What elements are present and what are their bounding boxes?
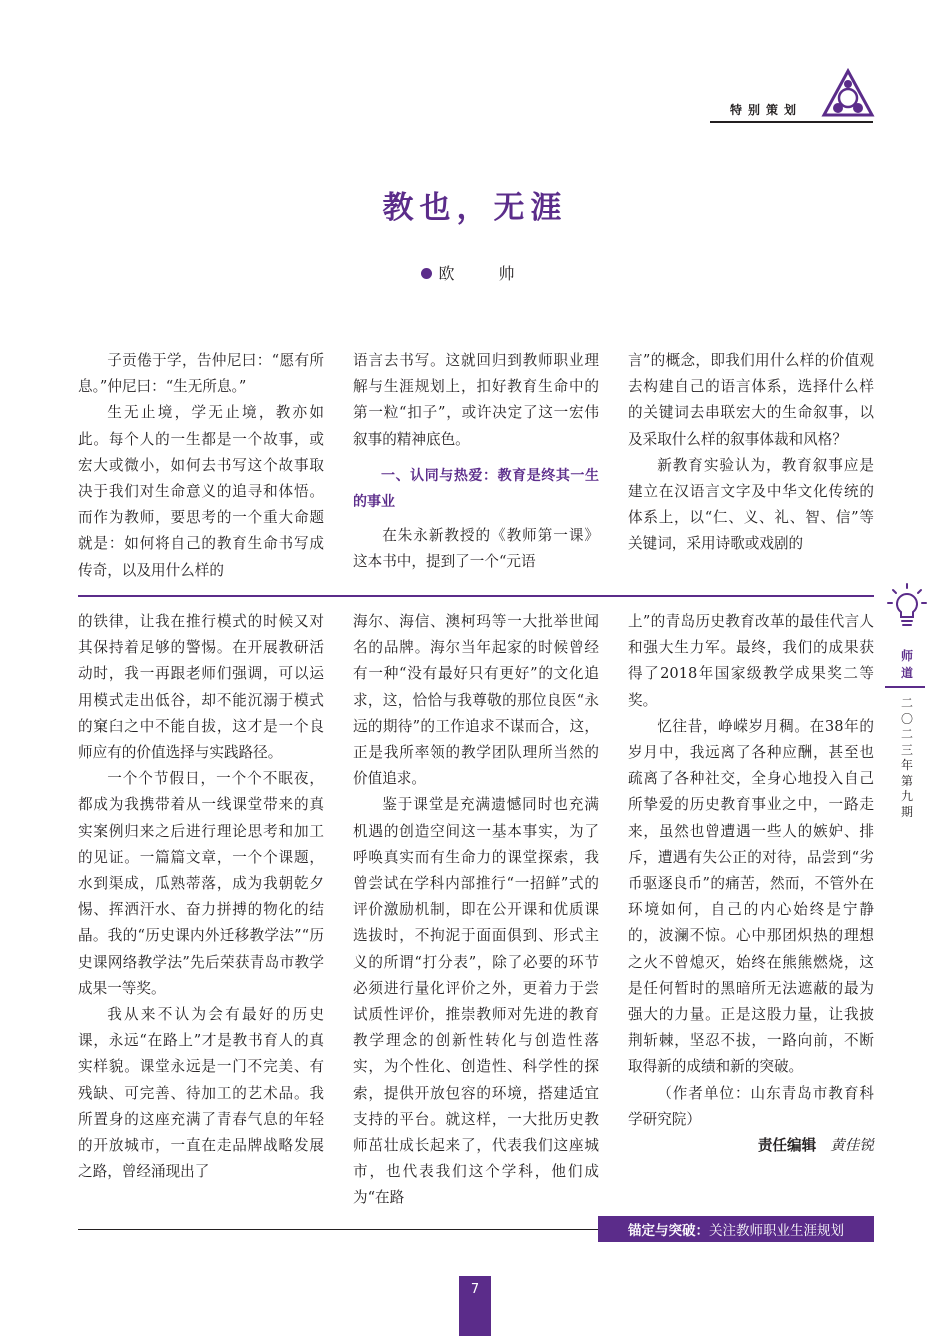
paragraph: 鉴于课堂是充满遗憾同时也充满机遇的创造空间这一基本事实，为了呼唤真实而有生命力的课堂探索，我曾尝试在学科内部推行“一招鲜”式的评价激励机制，即在公开课和优质课选拔时，不拘泥于面面俱到、形式主义的所谓“打分表”，除了必要的环节必须进行量化评价之外，更着力于尝试质性评价，推崇教师对先进的教育教学理念的创新性转化与创造性落实，为个性化、创造性、科学性的探索，提供开放包容的环境，搭建适宜支持的平台。就这样，一大批历史教师茁壮成长起来了，代表我们这座城市，也代表我们这个学科，他们成为“在路	[353, 796, 599, 1207]
paragraph: 子贡倦于学，告仲尼曰：“愿有所息。”仲尼曰：“生无所息。”	[78, 352, 324, 396]
sidebar-rule	[885, 686, 925, 688]
triangle-logo-icon	[822, 68, 874, 118]
author-name: 欧 帅	[438, 264, 529, 283]
paragraph: 我从来不认为会有最好的历史课，永远“在路上”才是教书育人的真实样貌。课堂永远是一门不完美、有残缺、可完善、待加工的艺术品。我所置身的这座充满了青春气息的年轻的开放城市，一直在走品牌战略发展之路，曾经涌现出了	[78, 1006, 324, 1181]
author-line	[0, 261, 950, 284]
bottom-column-3	[628, 609, 874, 1181]
paragraph: 言”的概念，即我们用什么样的价值观去构建自己的语言体系，选择什么样的关键词去串联宏大的生命叙事，以及采取什么样的叙事体裁和风格？	[628, 352, 874, 448]
top-column-3	[628, 348, 874, 583]
author-affiliation: （作者单位：山东青岛市教育科学研究院）	[628, 1084, 874, 1128]
editor-credit	[628, 1133, 874, 1159]
editor-label: 责任编辑	[757, 1137, 817, 1155]
paragraph: 的铁律，让我在推行模式的时候又对其保持着足够的警惕。在开展教研活动时，我一再跟老师们强调，可以运用模式走出低谷，却不能沉溺于模式的窠臼之中不能自拔，这才是一个良师应有的价值选择与实践路径。	[78, 613, 324, 762]
paragraph: 语言去书写。这就回归到教师职业理解与生涯规划上，扣好教育生命中的第一粒“扣子”，或许决定了这一宏伟叙事的精神底色。	[353, 352, 599, 448]
issue-label: 二〇二三年第九期	[900, 696, 913, 819]
lightbulb-icon	[887, 582, 927, 632]
footer-theme-main: 关注教师职业生涯规划	[709, 1223, 844, 1239]
page-number: 7	[459, 1276, 491, 1336]
editor-name: 黄佳锐	[830, 1137, 874, 1155]
paragraph: 新教育实验认为，教育叙事应是建立在汉语言文字及中华文化传统的体系上，以“仁、义、礼、智、信”等关键词，采用诗歌或戏剧的	[628, 456, 874, 553]
bullet-dot-icon	[421, 268, 432, 279]
bottom-column-2	[353, 609, 599, 1207]
paragraph: 上”的青岛历史教育改革的最佳代言人和强大生力军。最终，我们的成果获得了2018年国家级教学成果奖二等奖。	[628, 613, 874, 709]
paragraph: 忆往昔，峥嵘岁月稠。在38年的岁月中，我远离了各种应酬，甚至也疏离了各种社交，全身心地投入自己所挚爱的历史教育事业之中，一路走来，虽然也曾遭遇一些人的嫉妒、排斥，遭遇有失公正的对待，品尝到“劣币驱逐良币”的痛苦，然而，不管外在环境如何，自己的内心始终是宁静的，波澜不惊。心中那团炽热的理想之火不曾熄灭，始终在熊熊燃烧，这是任何暂时的黑暗所无法遮蔽的最为强大的力量。正是这股力量，让我披荆斩棘，坚忍不拔，一路向前，不断取得新的成绩和新的突破。	[628, 717, 874, 1076]
paragraph: 生无止境，学无止境，教亦如此。每个人的一生都是一个故事，或宏大或微小，如何去书写这个故事取决于我们对生命意义的追寻和体悟。而作为教师，要思考的一个重大命题就是：如何将自己的教育生命书写成传奇，以及用什么样的	[78, 404, 324, 579]
footer-theme-prefix: 锚定与突破：	[628, 1223, 709, 1239]
bottom-column-1	[78, 609, 324, 1181]
section-divider	[78, 595, 874, 597]
section-label: 特别策划	[730, 103, 803, 117]
top-column-1	[78, 348, 324, 583]
paragraph: 一个个节假日，一个个不眠夜，都成为我携带着从一线课堂带来的真实案例归来之后进行理论思考和加工的见证。一篇篇文章，一个个课题，水到渠成，瓜熟蒂落，成为我朝乾夕惕、挥洒汗水、奋力拼搏的物化的结晶。我的“历史课内外迁移教学法”“历史课网络教学法”先后荣获青岛市教学成果一等奖。	[78, 770, 324, 997]
paragraph: 海尔、海信、澳柯玛等一大批举世闻名的品牌。海尔当年起家的时候曾经有一种“没有最好只有更好”的文化追求，这，恰恰与我尊敬的那位良医“永远的期待”的工作追求不谋而合，这，正是我所率领的教学团队理所当然的价值追求。	[353, 613, 599, 788]
footer-rule	[78, 1229, 598, 1230]
section-heading: 一、认同与热爱：教育是终其一生的事业	[353, 467, 599, 510]
paragraph: 在朱永新教授的《教师第一课》这本书中，提到了一个“元语	[353, 526, 599, 571]
magazine-brand: 师道	[900, 649, 913, 680]
top-column-2	[353, 348, 599, 583]
footer-theme-bar	[598, 1216, 874, 1242]
article-title: 教也，无涯	[382, 190, 568, 226]
header-rule	[710, 121, 873, 123]
